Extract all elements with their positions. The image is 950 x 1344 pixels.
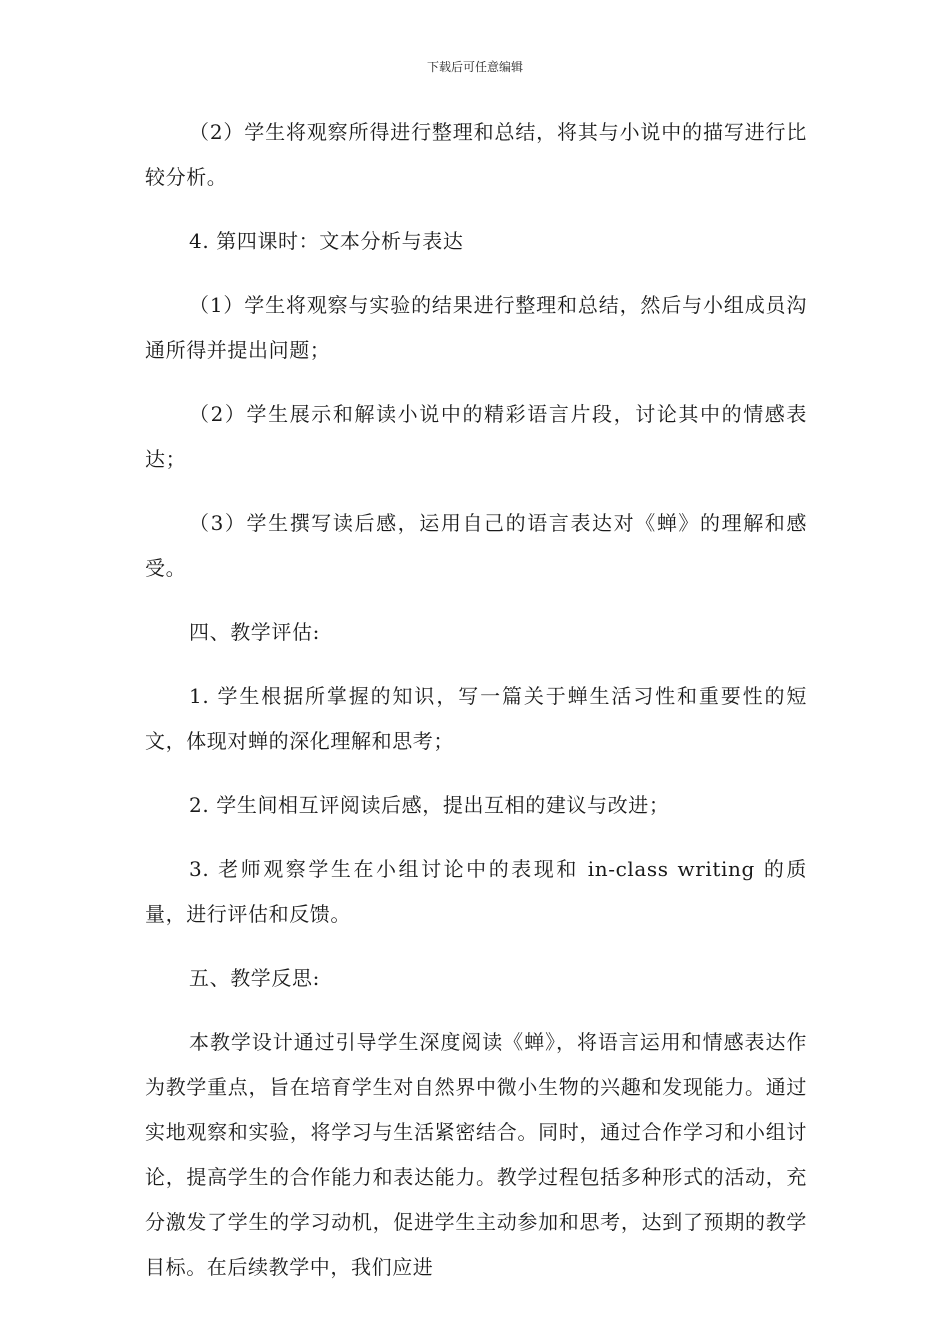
page-header: 下载后可任意编辑 [426,60,523,74]
paragraph-evaluation-item-3: 3. 老师观察学生在小组讨论中的表现和 in-class writing 的质量，进行评估和反馈。 [145,857,807,926]
heading-teaching-reflection: 五、教学反思: [189,966,320,990]
paragraph-lesson-four-item-2: （2）学生展示和解读小说中的精彩语言片段，讨论其中的情感表达； [145,402,807,471]
paragraph-reflection-body: 本教学设计通过引导学生深度阅读《蝉》，将语言运用和情感表达作为教学重点，旨在培育学生对自然界中微小生物的兴趣和发现能力。通过实地观察和实验，将学习与生活紧密结合。同时，通过合作学习和小组讨论，提高学生的合作能力和表达能力。教学过程包括多种形式的活动，充分激发了学生的学习动机，促进学生主动参加和思考，达到了预期的教学目标。在后续教学中，我们应进 [145,1030,807,1279]
paragraph-evaluation-item-1: 1. 学生根据所掌握的知识，写一篇关于蝉生活习性和重要性的短文，体现对蝉的深化理解和思考； [145,684,807,753]
paragraph-evaluation-item-2: 2. 学生间相互评阅读后感，提出互相的建议与改进； [189,793,670,817]
document-body [145,110,807,1290]
paragraph-lesson-four-item-1: （1）学生将观察与实验的结果进行整理和总结，然后与小组成员沟通所得并提出问题； [145,293,807,362]
heading-teaching-evaluation: 四、教学评估: [189,620,320,644]
paragraph-observation-summary: （2）学生将观察所得进行整理和总结，将其与小说中的描写进行比较分析。 [145,120,807,189]
heading-lesson-four: 4. 第四课时：文本分析与表达 [189,229,464,253]
paragraph-lesson-four-item-3: （3）学生撰写读后感，运用自己的语言表达对《蝉》的理解和感受。 [145,511,807,580]
